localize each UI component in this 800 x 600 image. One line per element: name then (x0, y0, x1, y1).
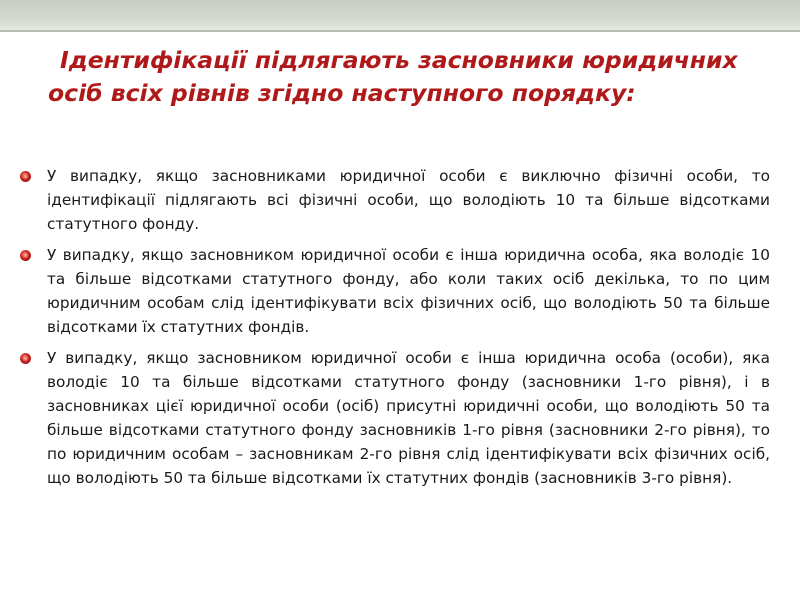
bullet-text-3: У випадку, якщо засновником юридичної особи є інша юридична особа (особи), яка володіє 10 та більше відсотками статутного фонду (засновники 1-го рівня), і в засновниках цієї юридичної особи (осіб) присутні юридичні особи, що володіють 50 та більше відсотками статутного фонду засновників 1-го рівня (засновники 2-го рівня), то по юридичним особам – засновникам 2-го рівня слід ідентифікувати всіх фізичних осіб, що володіють 50 та більше відсотками їх статутних фондів (засновників 3-го рівня). (47, 349, 770, 487)
bullet-item-3 (0, 346, 800, 490)
bullet-dot-icon (20, 353, 31, 364)
bullet-list (0, 164, 800, 497)
bullet-text-1: У випадку, якщо засновниками юридичної особи є виключно фізичні особи, то ідентифікації підлягають всі фізичні особи, що володіють 10 та більше відсотками статутного фонду. (47, 167, 770, 233)
bullet-dot-icon (20, 171, 31, 182)
top-band-divider (0, 30, 800, 32)
bullet-text-2: У випадку, якщо засновником юридичної особи є інша юридична особа, яка володіє 10 та більше відсотками статутного фонду, або коли таких осіб декілька, то по цим юридичним особам слід ідентифікувати всіх фізичних осіб, що володіють 50 та більше відсотками їх статутних фондів. (47, 246, 770, 336)
bullet-item-1 (0, 164, 800, 236)
bullet-item-2 (0, 243, 800, 339)
bullet-dot-icon (20, 250, 31, 261)
top-decorative-band (0, 0, 800, 30)
slide-title: Ідентифікації підлягають засновники юридичних осіб всіх рівнів згідно наступного порядку: (48, 46, 738, 107)
